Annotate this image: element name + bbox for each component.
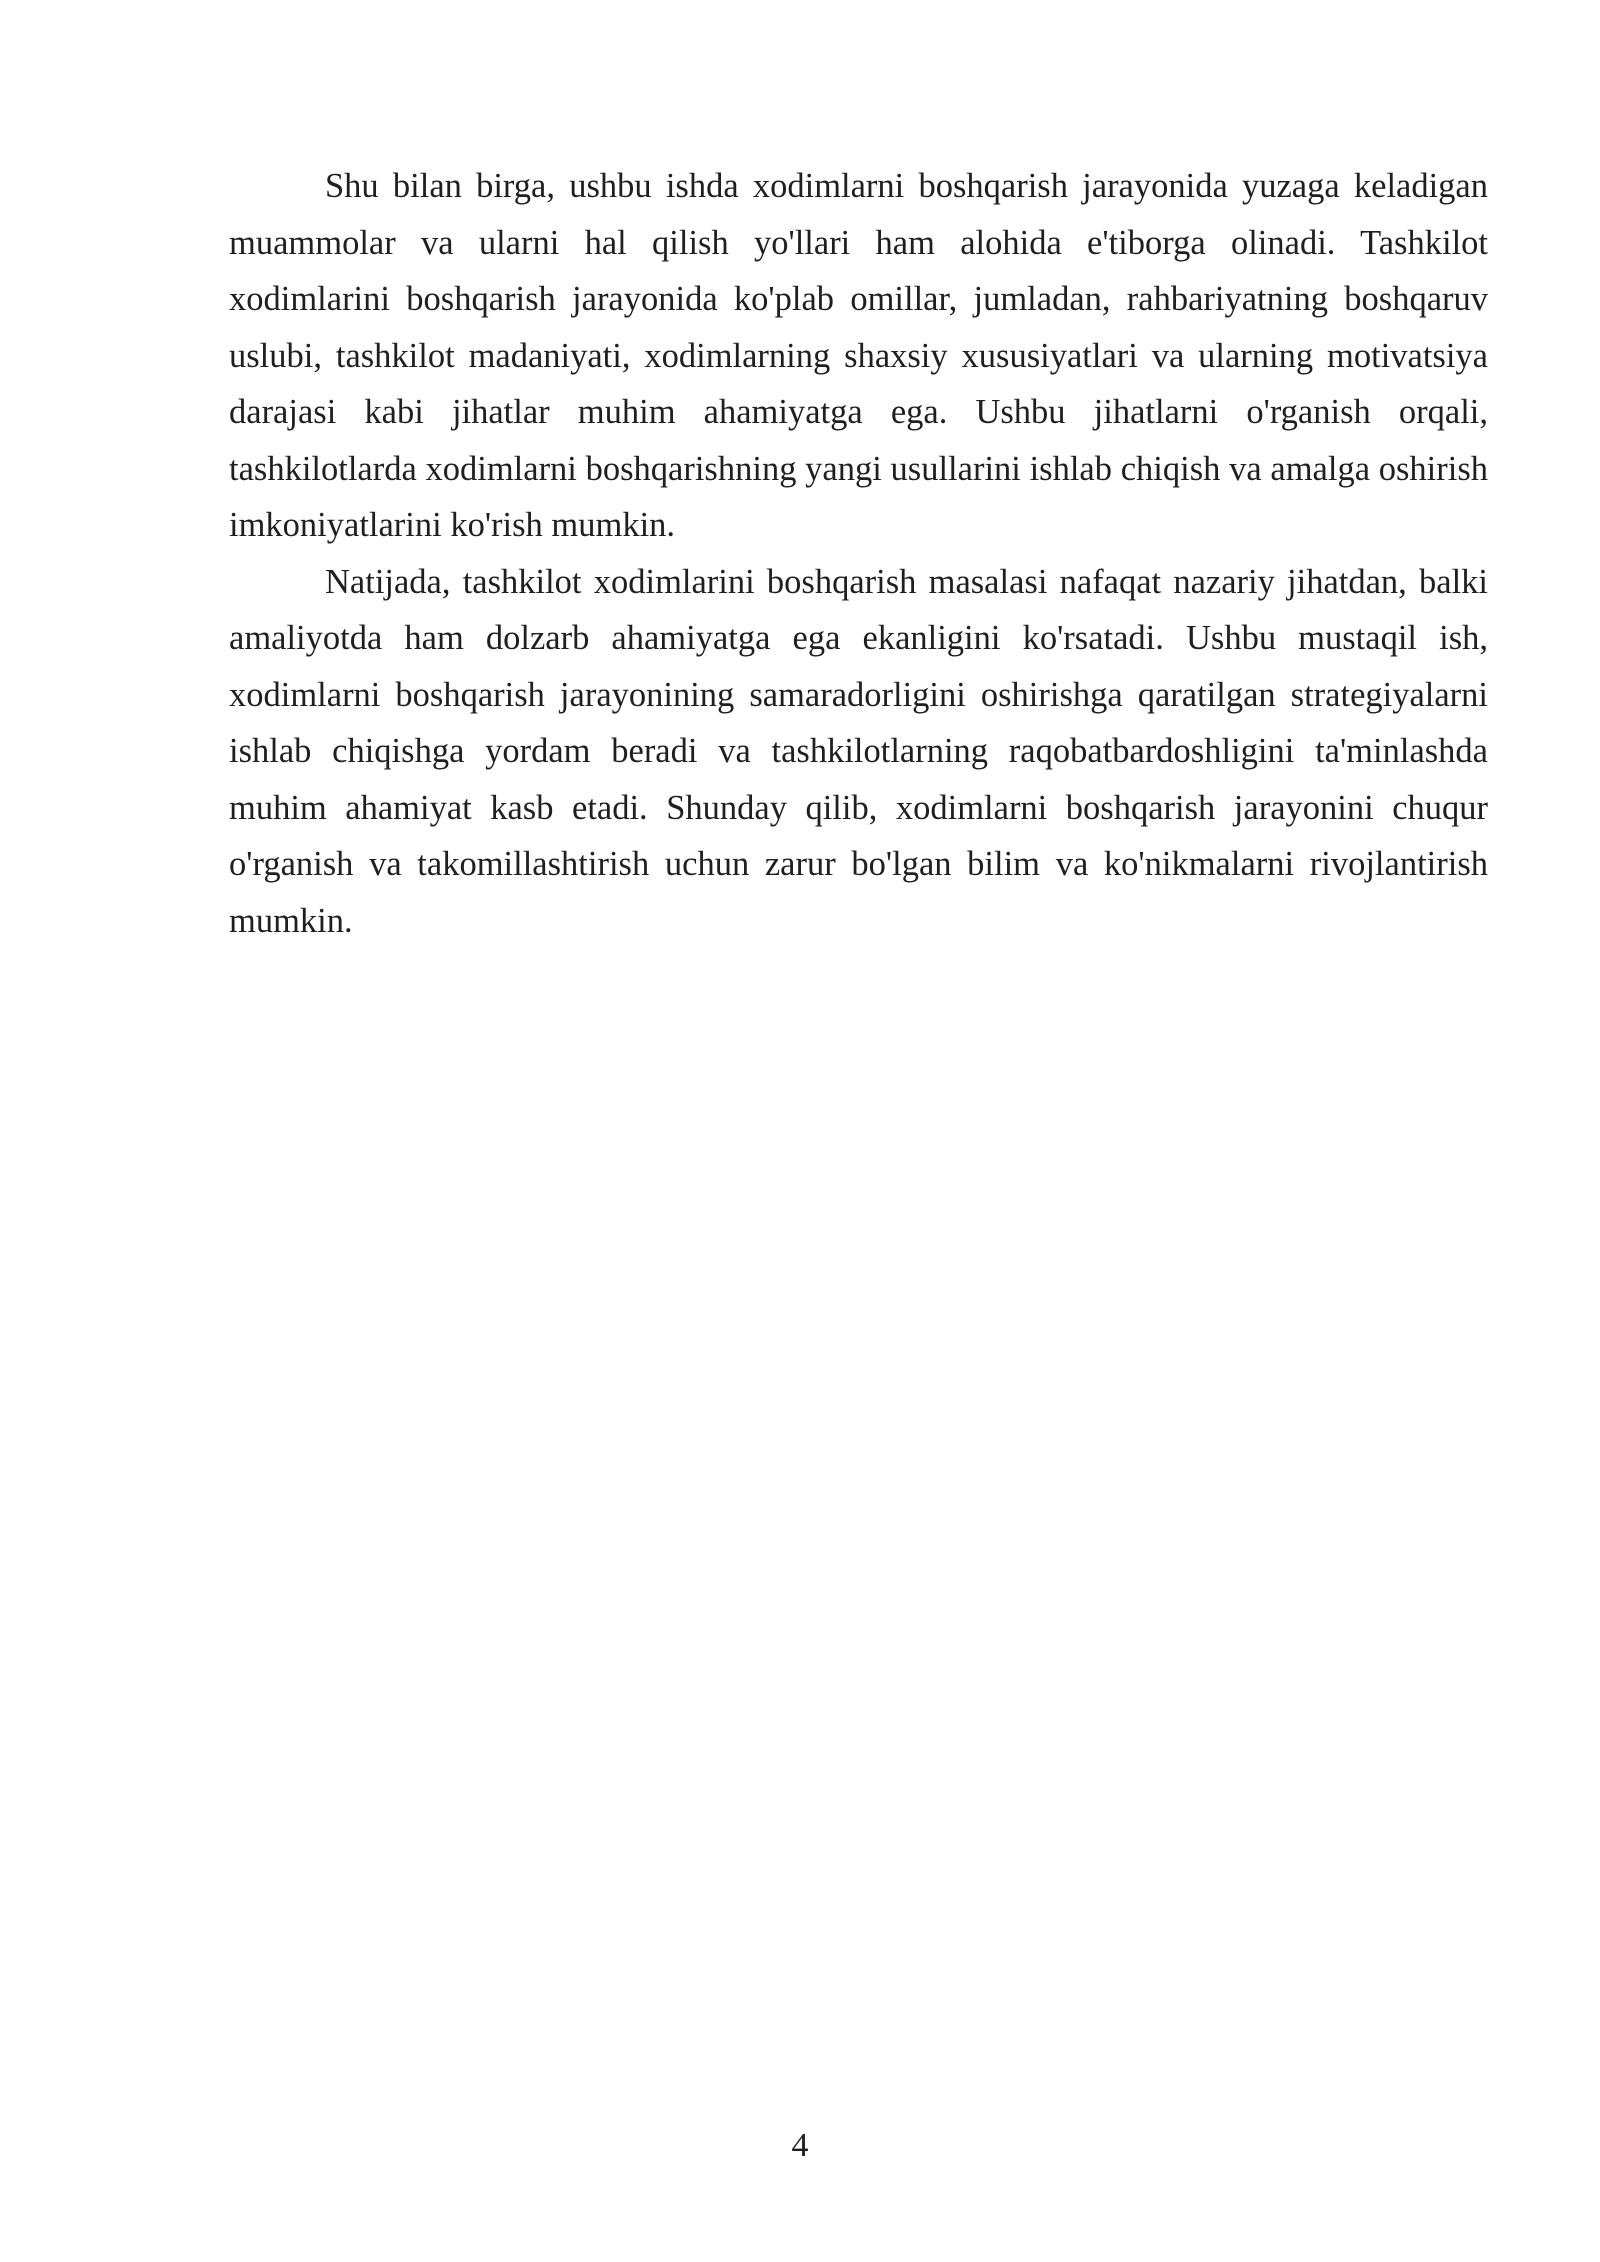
paragraph-2: Natijada, tashkilot xodimlarini boshqarish masalasi nafaqat nazariy jihatdan, balki amaliyotda ham dolzarb ahamiyatga ega ekanligini ko'rsatadi. Ushbu mustaqil ish, xodimlarni boshqarish jarayonining samaradorligini oshirishga qaratilgan strategiyalarni ishlab chiqishga yordam beradi va tashkilotlarning raqobatbardoshligini ta'minlashda muhim ahamiyat kasb etadi. Shunday qilib, xodimlarni boshqarish jarayonini chuqur o'rganish va takomillashtirish uchun zarur bo'lgan bilim va ko'nikmalarni rivojlantirish mumkin. (229, 562, 1488, 940)
body-text (229, 158, 1488, 949)
page-number: 4 (791, 2127, 809, 2164)
paragraph-1: Shu bilan birga, ushbu ishda xodimlarni boshqarish jarayonida yuzaga keladigan muammolar va ularni hal qilish yo'llari ham alohida e'tiborga olinadi. Tashkilot xodimlarini boshqarish jarayonida ko'plab omillar, jumladan, rahbariyatning boshqaruv uslubi, tashkilot madaniyati, xodimlarning shaxsiy xususiyatlari va ularning motivatsiya darajasi kabi jihatlar muhim ahamiyatga ega. Ushbu jihatlarni o'rganish orqali, tashkilotlarda xodimlarni boshqarishning yangi usullarini ishlab chiqish va amalga oshirish imkoniyatlarini ko'rish mumkin. (229, 167, 1488, 544)
